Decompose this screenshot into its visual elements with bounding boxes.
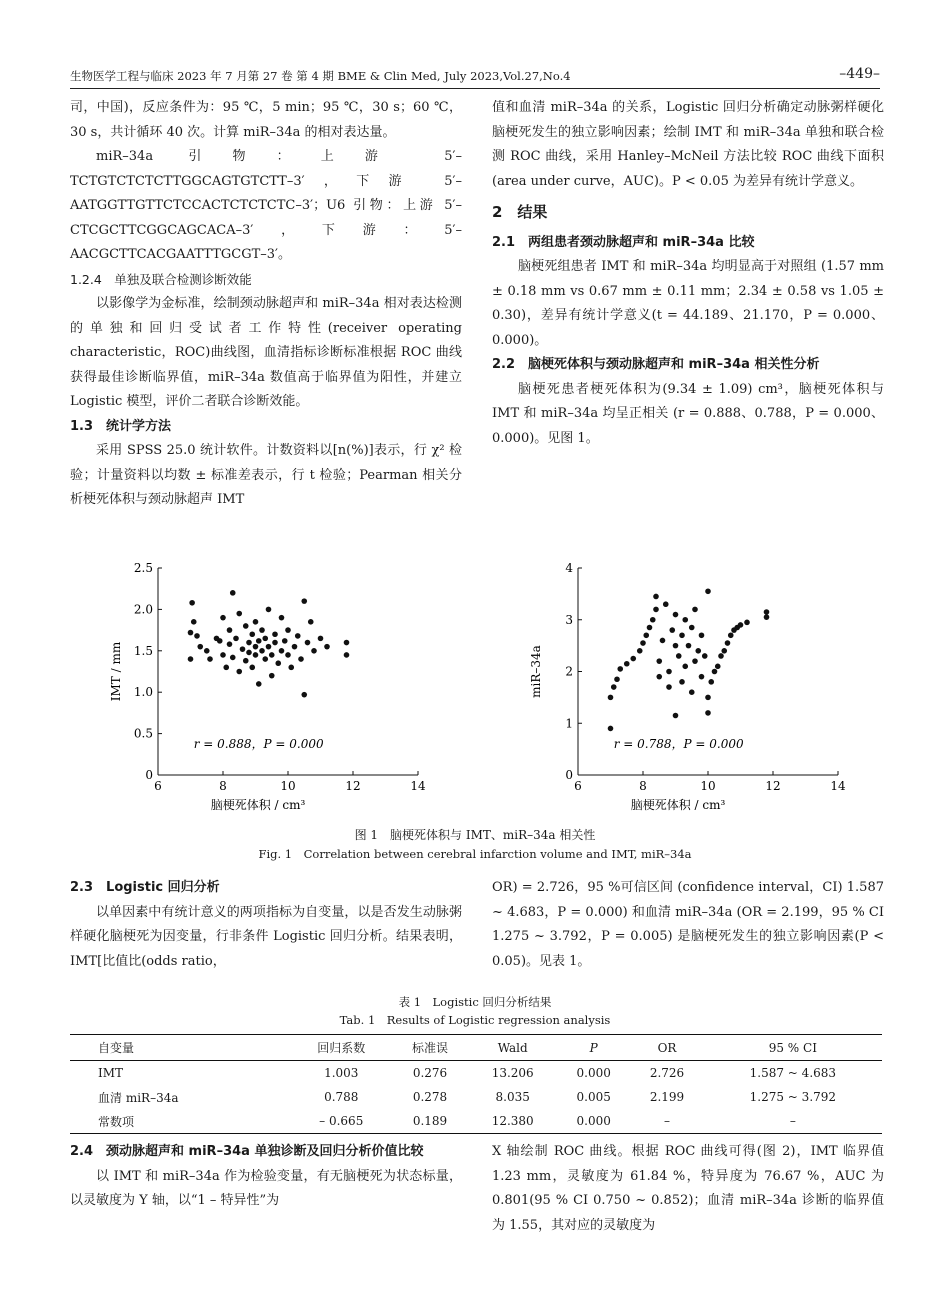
scatter-point bbox=[702, 653, 708, 659]
paragraph: 值和血清 miR–34a 的关系，Logistic 回归分析确定动脉粥样硬化脑梗死发生的独立影响因素；绘制 IMT 和 miR–34a 单独和联合检测 ROC 曲线，采用 Hanley–McNeil 方法比较 ROC 曲线下面积 (area under curve，AUC)。P < 0.05 为差异有统计学意义。 bbox=[492, 100, 884, 189]
scatter-point bbox=[666, 684, 672, 690]
scatter-point bbox=[630, 656, 636, 662]
correlation-annotation: r = 0.788，P = 0.000 bbox=[613, 737, 744, 752]
scatter-point bbox=[253, 619, 259, 625]
scatter-point bbox=[640, 640, 646, 646]
scatter-point bbox=[656, 658, 662, 664]
x-tick-label: 8 bbox=[639, 779, 647, 793]
scatter-point bbox=[692, 607, 698, 613]
scatter-point bbox=[246, 650, 252, 656]
scatter-point bbox=[318, 636, 324, 642]
scatter-point bbox=[259, 648, 265, 654]
scatter-point bbox=[660, 638, 666, 644]
section-heading-1-2-4: 1.2.4 单独及联合检测诊断效能 bbox=[70, 271, 252, 287]
header-wald: Wald bbox=[468, 1035, 557, 1061]
scatter-point bbox=[207, 656, 213, 662]
scatter-point bbox=[223, 665, 229, 671]
header-se: 标准误 bbox=[392, 1035, 469, 1061]
scatter-point bbox=[282, 638, 288, 644]
table-cell: – bbox=[664, 1114, 671, 1128]
scatter-point bbox=[249, 631, 255, 637]
scatter-point bbox=[608, 726, 614, 732]
table-cell: 0.189 bbox=[412, 1114, 448, 1128]
y-tick-label: 1.0 bbox=[133, 685, 153, 700]
scatter-point bbox=[712, 669, 718, 675]
right-column-bottom bbox=[492, 1140, 884, 1238]
scatter-point bbox=[689, 625, 695, 631]
section-heading-2-4: 2.4 颈动脉超声和 miR–34a 单独诊断及回归分析价值比较 bbox=[70, 1144, 424, 1159]
scatter-point bbox=[689, 689, 695, 695]
table-cell: 12.380 bbox=[491, 1114, 534, 1128]
scatter-point bbox=[669, 627, 675, 633]
scatter-point bbox=[275, 660, 281, 666]
scatter-point bbox=[666, 669, 672, 675]
running-header bbox=[70, 66, 880, 89]
scatter-point bbox=[653, 594, 659, 600]
header-or: OR bbox=[630, 1035, 703, 1061]
paragraph: OR) = 2.726，95 %可信区间 (confidence interval，CI) 1.587 ~ 4.683，P = 0.000) 和血清 miR–34a (OR = 2.199，95 % CI 1.275 ~ 3.792，P = 0.005) 是脑梗死发生的独立影响因素(P < 0.05)。见表 1。 bbox=[492, 880, 884, 969]
table-cell: 0.000 bbox=[576, 1066, 611, 1080]
table-cell: 0.788 bbox=[324, 1090, 359, 1104]
scatter-point bbox=[673, 612, 679, 618]
paragraph: 司，中国)，反应条件为：95 ℃，5 min；95 ℃，30 s；60 ℃，30 s，共计循环 40 次。计算 miR–34a 的相对表达量。 bbox=[70, 100, 462, 140]
scatter-point bbox=[344, 652, 350, 658]
table-cell: 13.206 bbox=[491, 1066, 534, 1080]
y-tick-label: 1 bbox=[565, 716, 573, 731]
scatter-point bbox=[679, 679, 685, 685]
scatter-point bbox=[705, 710, 711, 716]
scatter-point bbox=[614, 676, 620, 682]
y-tick-label: 0.5 bbox=[133, 726, 153, 741]
scatter-point bbox=[189, 600, 195, 606]
scatter-point bbox=[308, 619, 314, 625]
scatter-point bbox=[721, 648, 727, 654]
imt-scatter-plot bbox=[100, 560, 440, 822]
scatter-point bbox=[653, 607, 659, 613]
scatter-point bbox=[301, 692, 307, 698]
y-tick-label: 0 bbox=[565, 768, 573, 782]
scatter-point bbox=[279, 615, 285, 621]
scatter-point bbox=[673, 643, 679, 649]
scatter-point bbox=[718, 653, 724, 659]
scatter-point bbox=[608, 695, 614, 701]
y-axis-label: miR–34a bbox=[529, 645, 543, 698]
scatter-point bbox=[220, 615, 226, 621]
scatter-point bbox=[230, 590, 236, 596]
table-cell: 8.035 bbox=[495, 1090, 530, 1104]
x-tick-label: 12 bbox=[345, 779, 361, 793]
y-tick-label: 4 bbox=[565, 561, 573, 575]
scatter-point bbox=[249, 665, 255, 671]
table-row bbox=[70, 1061, 882, 1086]
scatter-point bbox=[266, 644, 272, 650]
scatter-point bbox=[197, 644, 203, 650]
scatter-point bbox=[705, 588, 711, 594]
scatter-point bbox=[256, 681, 262, 687]
scatter-point bbox=[259, 627, 265, 633]
scatter-point bbox=[725, 640, 731, 646]
chart-mir34a bbox=[520, 560, 860, 826]
scatter-point bbox=[272, 640, 278, 646]
logistic-table bbox=[70, 1034, 882, 1134]
paragraph: X 轴绘制 ROC 曲线。根据 ROC 曲线可得(图 2)，IMT 临界值 1.23 mm，灵敏度为 61.84 %，特异度为 76.67 %，AUC 为 0.801(95 % CI 0.750 ~ 0.852)；血清 miR–34a 诊断的临界值为 1.55，其对应的灵敏度为 bbox=[492, 1144, 884, 1233]
scatter-point bbox=[682, 664, 688, 670]
table-cell: 1.587 ~ 4.683 bbox=[749, 1066, 837, 1080]
y-tick-label: 2.5 bbox=[133, 561, 153, 575]
scatter-point bbox=[292, 644, 298, 650]
scatter-point bbox=[764, 609, 770, 615]
figure-caption-cn: 图 1 脑梗死体积与 IMT、miR–34a 相关性 bbox=[354, 828, 596, 842]
scatter-point bbox=[764, 614, 770, 620]
scatter-point bbox=[256, 638, 262, 644]
paragraph: 以 IMT 和 miR–34a 作为检验变量，有无脑梗死为状态标量，以灵敏度为 Y 轴，以“1 – 特异性”为 bbox=[70, 1168, 462, 1208]
scatter-point bbox=[188, 656, 194, 662]
scatter-point bbox=[227, 627, 233, 633]
table-cell: 0.000 bbox=[576, 1114, 611, 1128]
header-p: P bbox=[557, 1035, 630, 1061]
scatter-point bbox=[705, 695, 711, 701]
scatter-point bbox=[624, 661, 630, 667]
scatter-point bbox=[220, 652, 226, 658]
scatter-point bbox=[285, 652, 291, 658]
right-column-top bbox=[492, 96, 884, 451]
scatter-point bbox=[272, 631, 278, 637]
y-tick-label: 2 bbox=[565, 664, 573, 679]
left-column-bottom bbox=[70, 1140, 462, 1214]
y-tick-label: 3 bbox=[565, 612, 573, 627]
scatter-point bbox=[227, 641, 233, 647]
paragraph: 以影像学为金标准，绘制颈动脉超声和 miR–34a 相对表达检测的单独和回归受试者工作特性(receiver operating characteristic，ROC)曲线图，血清指标诊断标准根据 ROC 曲线获得最佳诊断临界值，miR–34a 数值高于临界值为阳性，并建立 Logistic 模型，评价二者联合诊断效能。 bbox=[70, 296, 462, 409]
table-cell: IMT bbox=[98, 1066, 124, 1080]
scatter-point bbox=[663, 601, 669, 607]
scatter-point bbox=[236, 611, 242, 617]
scatter-point bbox=[266, 607, 272, 613]
scatter-point bbox=[285, 627, 291, 633]
x-tick-label: 6 bbox=[574, 779, 582, 793]
scatter-point bbox=[673, 713, 679, 719]
x-tick-label: 10 bbox=[700, 779, 716, 793]
right-column-mid bbox=[492, 876, 884, 974]
table-cell: – bbox=[789, 1114, 796, 1128]
table-cell: 2.726 bbox=[649, 1066, 685, 1080]
table-cell: 血清 miR–34a bbox=[98, 1090, 179, 1105]
y-tick-label: 0 bbox=[145, 768, 153, 782]
scatter-point bbox=[311, 648, 317, 654]
table-row bbox=[70, 1109, 882, 1134]
x-tick-label: 12 bbox=[765, 779, 781, 793]
scatter-point bbox=[240, 646, 246, 652]
scatter-point bbox=[194, 633, 200, 639]
scatter-point bbox=[637, 648, 643, 654]
correlation-annotation: r = 0.888，P = 0.000 bbox=[193, 737, 324, 752]
scatter-point bbox=[230, 655, 236, 661]
section-heading-2-2: 2.2 脑梗死体积与颈动脉超声和 miR–34a 相关性分析 bbox=[492, 357, 820, 372]
table-cell: 1.003 bbox=[324, 1066, 359, 1080]
scatter-point bbox=[324, 644, 330, 650]
scatter-point bbox=[236, 669, 242, 675]
section-heading-2-3: 2.3 Logistic 回归分析 bbox=[70, 880, 220, 895]
scatter-point bbox=[298, 656, 304, 662]
scatter-point bbox=[204, 648, 210, 654]
header-variable: 自变量 bbox=[70, 1035, 291, 1061]
scatter-point bbox=[647, 625, 653, 631]
scatter-point bbox=[262, 656, 268, 662]
y-tick-label: 2.0 bbox=[133, 602, 153, 617]
scatter-point bbox=[269, 673, 275, 679]
scatter-point bbox=[243, 658, 249, 664]
section-heading-2-1: 2.1 两组患者颈动脉超声和 miR–34a 比较 bbox=[492, 234, 755, 250]
table-cell: 1.275 ~ 3.792 bbox=[749, 1090, 837, 1104]
scatter-point bbox=[191, 619, 197, 625]
scatter-point bbox=[295, 633, 301, 639]
scatter-point bbox=[699, 632, 705, 638]
scatter-point bbox=[269, 652, 275, 658]
scatter-point bbox=[650, 617, 656, 623]
table-row bbox=[70, 1085, 882, 1109]
x-tick-label: 10 bbox=[280, 779, 296, 793]
scatter-point bbox=[738, 622, 744, 628]
primer-paragraph: miR–34a 引物：上游 5′–TCTGTCTCTCTTGGCAGTGTCTT–3′，下游 5′–AATGGTTGTTCTCCACTCTCTCTC–3′；U6 引物：上游 5′–CTCGCTTCGGCAGCACA–3′，下游：5′–AACGCTTCACGAATTTGCGT–3′。 bbox=[70, 149, 462, 262]
scatter-point bbox=[699, 674, 705, 680]
paragraph: 脑梗死患者梗死体积为(9.34 ± 1.09) cm³，脑梗死体积与 IMT 和 miR–34a 均呈正相关 (r = 0.888、0.788，P = 0.000、0.000)。见图 1。 bbox=[492, 381, 884, 446]
x-axis-label: 脑梗死体积 / cm³ bbox=[630, 798, 726, 812]
scatter-point bbox=[679, 632, 685, 638]
y-axis-label: IMT / mm bbox=[109, 641, 123, 702]
left-column-top bbox=[70, 96, 462, 513]
x-tick-label: 14 bbox=[410, 779, 426, 793]
table-cell: 0.278 bbox=[412, 1090, 448, 1104]
header-ci: 95 % CI bbox=[704, 1035, 882, 1061]
table-cell: 0.005 bbox=[576, 1090, 611, 1104]
page-number: –449– bbox=[839, 66, 880, 82]
y-tick-label: 1.5 bbox=[133, 643, 153, 658]
paragraph: 采用 SPSS 25.0 统计软件。计数资料以[n(%)]表示，行 χ² 检验；计量资料以均数 ± 标准差表示，行 t 检验；Pearman 相关分析梗死体积与颈动脉超声 IMT bbox=[70, 443, 462, 507]
left-column-mid bbox=[70, 876, 462, 974]
scatter-point bbox=[301, 598, 307, 604]
scatter-point bbox=[617, 666, 623, 672]
scatter-point bbox=[246, 640, 252, 646]
figure-caption-en: Fig. 1 Correlation between cerebral infarction volume and IMT, miR–34a bbox=[258, 847, 692, 861]
scatter-point bbox=[676, 653, 682, 659]
scatter-point bbox=[288, 665, 294, 671]
journal-info: 生物医学工程与临床 2023 年 7 月第 27 卷 第 4 期 BME & Clin Med, July 2023,Vol.27,No.4 bbox=[70, 69, 571, 83]
x-tick-label: 8 bbox=[219, 779, 227, 793]
table-cell: 常数项 bbox=[98, 1114, 135, 1129]
scatter-point bbox=[682, 617, 688, 623]
table-header-row bbox=[70, 1035, 882, 1061]
x-tick-label: 14 bbox=[830, 779, 846, 793]
paragraph: 脑梗死组患者 IMT 和 miR–34a 均明显高于对照组 (1.57 mm ± 0.18 mm vs 0.67 mm ± 0.11 mm；2.34 ± 0.58 vs 1.05 ± 0.30)，差异有统计学意义(t = 44.189、21.170，P = 0.000、0.000)。 bbox=[492, 259, 884, 348]
chart-imt bbox=[100, 560, 440, 826]
table-cell: – 0.665 bbox=[319, 1114, 364, 1128]
scatter-point bbox=[305, 640, 311, 646]
scatter-point bbox=[643, 632, 649, 638]
scatter-point bbox=[686, 643, 692, 649]
section-heading-2: 2 结果 bbox=[492, 203, 548, 221]
scatter-point bbox=[744, 620, 750, 626]
scatter-point bbox=[708, 679, 714, 685]
x-tick-label: 6 bbox=[154, 779, 162, 793]
paragraph: 以单因素中有统计意义的两项指标为自变量，以是否发生动脉粥样硬化脑梗死为因变量，行非条件 Logistic 回归分析。结果表明，IMT[比值比(odds ratio， bbox=[70, 904, 462, 969]
scatter-point bbox=[715, 664, 721, 670]
header-coef: 回归系数 bbox=[291, 1035, 392, 1061]
section-heading-1-3: 1.3 统计学方法 bbox=[70, 418, 172, 434]
table-cell: 0.276 bbox=[412, 1066, 448, 1080]
scatter-point bbox=[233, 636, 239, 642]
scatter-point bbox=[344, 640, 350, 646]
scatter-point bbox=[262, 636, 268, 642]
scatter-point bbox=[656, 674, 662, 680]
mir34a-scatter-plot bbox=[520, 560, 860, 822]
scatter-point bbox=[217, 638, 223, 644]
x-axis-label: 脑梗死体积 / cm³ bbox=[210, 798, 306, 812]
scatter-point bbox=[188, 630, 194, 636]
table-caption-en: Tab. 1 Results of Logistic regression analysis bbox=[339, 1013, 611, 1027]
scatter-point bbox=[728, 632, 734, 638]
table-caption-cn: 表 1 Logistic 回归分析结果 bbox=[398, 995, 552, 1009]
scatter-point bbox=[611, 684, 617, 690]
scatter-point bbox=[279, 648, 285, 654]
scatter-point bbox=[253, 652, 259, 658]
scatter-point bbox=[695, 648, 701, 654]
scatter-point bbox=[243, 623, 249, 629]
scatter-point bbox=[253, 644, 259, 650]
table-cell: 2.199 bbox=[649, 1090, 685, 1104]
scatter-point bbox=[692, 658, 698, 664]
